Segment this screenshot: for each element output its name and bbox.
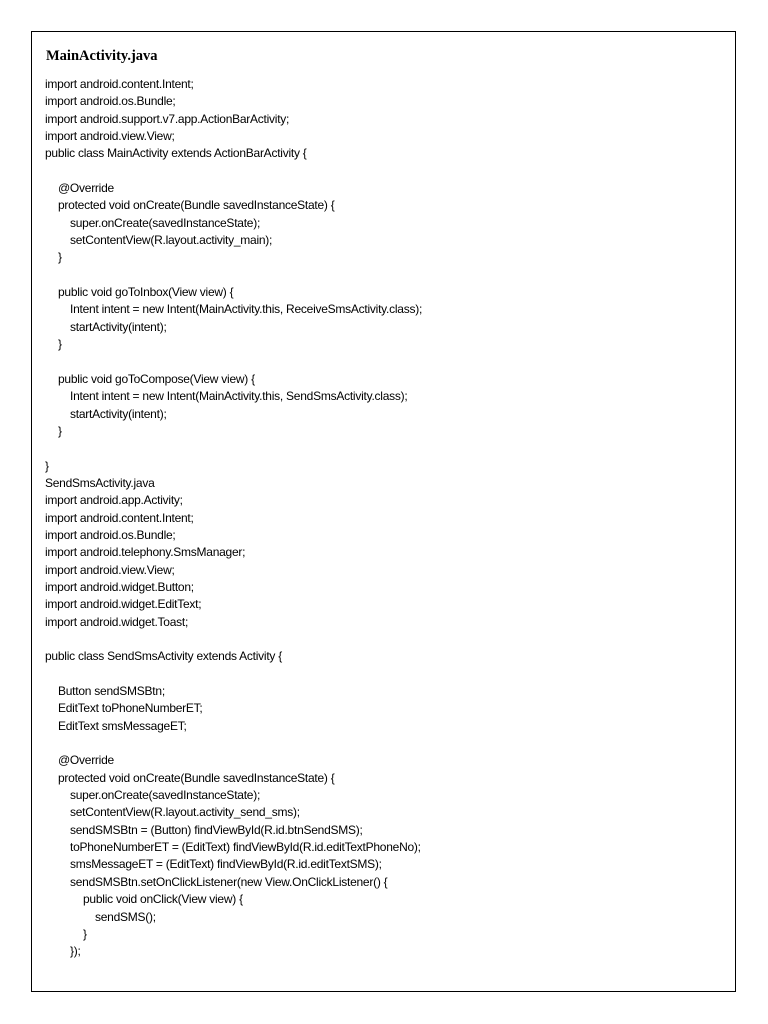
code-line: Intent intent = new Intent(MainActivity.this, ReceiveSmsActivity.class); [70, 302, 423, 317]
code-line [45, 354, 725, 371]
code-line [45, 666, 725, 683]
code-line: super.onCreate(savedInstanceState); [70, 215, 261, 230]
code-line [45, 631, 725, 648]
code-line: smsMessageET = (EditText) findViewById(R.id.editTextSMS); [70, 857, 382, 872]
code-line [45, 267, 725, 284]
code-line [45, 735, 725, 752]
code-line: } [58, 337, 62, 352]
code-line [45, 163, 725, 180]
code-line: import android.content.Intent; [45, 510, 194, 525]
code-line: Intent intent = new Intent(MainActivity.this, SendSmsActivity.class); [70, 389, 408, 404]
code-line: protected void onCreate(Bundle savedInstanceState) { [58, 198, 335, 213]
code-line: public void onClick(View view) { [83, 892, 243, 907]
code-line: sendSMS(); [95, 909, 156, 924]
code-line: import android.view.View; [45, 129, 175, 144]
code-line: public class MainActivity extends ActionBarActivity { [45, 146, 307, 161]
code-line: public void goToCompose(View view) { [58, 371, 255, 386]
code-line: Button sendSMSBtn; [58, 684, 165, 699]
code-line: import android.widget.Toast; [45, 614, 189, 629]
code-line: }); [70, 944, 81, 959]
code-line: sendSMSBtn.setOnClickListener(new View.OnClickListener() { [70, 874, 388, 889]
code-line: SendSmsActivity.java [45, 475, 155, 490]
code-line: EditText toPhoneNumberET; [58, 701, 203, 716]
code-line: @Override [58, 181, 114, 196]
code-line: import android.telephony.SmsManager; [45, 545, 246, 560]
code-line: import android.content.Intent; [45, 77, 194, 91]
code-line: public class SendSmsActivity extends Activity { [45, 649, 283, 664]
code-line: startActivity(intent); [70, 406, 167, 421]
code-line: @Override [58, 753, 114, 768]
code-listing [45, 76, 725, 961]
code-line: super.onCreate(savedInstanceState); [70, 788, 261, 803]
code-line: setContentView(R.layout.activity_send_sms); [70, 805, 300, 820]
code-line: } [83, 926, 87, 941]
code-line: public void goToInbox(View view) { [58, 285, 234, 300]
code-line: import android.widget.Button; [45, 579, 194, 594]
code-line: import android.os.Bundle; [45, 527, 176, 542]
code-line: import android.app.Activity; [45, 493, 183, 508]
code-line: import android.view.View; [45, 562, 175, 577]
document-title: MainActivity.java [46, 48, 158, 64]
code-line: } [45, 458, 49, 473]
code-line: import android.widget.EditText; [45, 597, 202, 612]
code-line: import android.os.Bundle; [45, 94, 176, 109]
code-line: import android.support.v7.app.ActionBarActivity; [45, 111, 290, 126]
code-line: toPhoneNumberET = (EditText) findViewById(R.id.editTextPhoneNo); [70, 840, 421, 855]
code-line: } [58, 423, 62, 438]
code-line: setContentView(R.layout.activity_main); [70, 233, 273, 248]
code-line: EditText smsMessageET; [58, 718, 187, 733]
code-line: startActivity(intent); [70, 319, 167, 334]
code-line: protected void onCreate(Bundle savedInstanceState) { [58, 770, 335, 785]
code-line: } [58, 250, 62, 265]
code-line [45, 440, 725, 457]
code-line: sendSMSBtn = (Button) findViewById(R.id.btnSendSMS); [70, 822, 363, 837]
